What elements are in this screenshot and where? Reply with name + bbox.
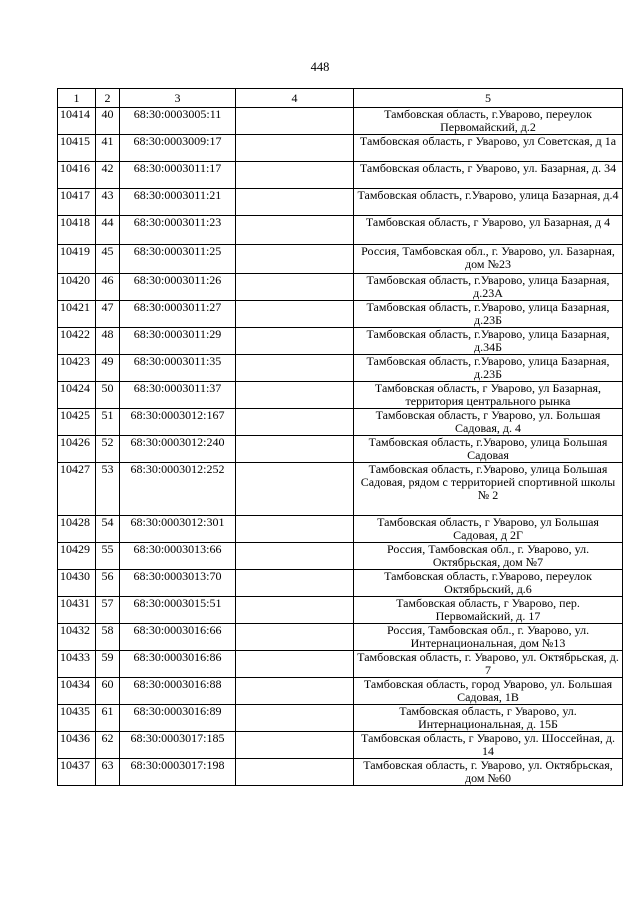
empty-cell — [236, 189, 354, 216]
empty-cell — [236, 624, 354, 651]
empty-cell — [236, 570, 354, 597]
registry-number-cell: 10422 — [58, 328, 96, 355]
item-number-cell: 43 — [96, 189, 120, 216]
table-header-row — [58, 89, 623, 108]
registry-table — [57, 88, 623, 786]
table-row — [58, 135, 623, 162]
item-number-cell: 62 — [96, 732, 120, 759]
cadastral-number-cell: 68:30:0003009:17 — [120, 135, 236, 162]
address-cell: Тамбовская область, г.Уварово, улица Базарная, д.4 — [354, 189, 623, 216]
registry-number-cell: 10424 — [58, 382, 96, 409]
item-number-cell: 58 — [96, 624, 120, 651]
item-number-cell: 57 — [96, 597, 120, 624]
empty-cell — [236, 162, 354, 189]
address-cell: Тамбовская область, г Уварово, ул Большая Садовая, д 2Г — [354, 516, 623, 543]
table-row — [58, 732, 623, 759]
registry-number-cell: 10419 — [58, 245, 96, 274]
address-cell: Тамбовская область, г.Уварово, улица Базарная, д.23А — [354, 274, 623, 301]
address-cell: Тамбовская область, г.Уварово, улица Большая Садовая, рядом с территорией спортивной школы № 2 — [354, 463, 623, 516]
registry-number-cell: 10425 — [58, 409, 96, 436]
empty-cell — [236, 245, 354, 274]
item-number-cell: 46 — [96, 274, 120, 301]
cadastral-number-cell: 68:30:0003017:198 — [120, 759, 236, 786]
address-cell: Тамбовская область, г. Уварово, ул. Октябрьская, дом №60 — [354, 759, 623, 786]
item-number-cell: 52 — [96, 436, 120, 463]
address-cell: Тамбовская область, г.Уварово, улица Большая Садовая — [354, 436, 623, 463]
item-number-cell: 56 — [96, 570, 120, 597]
registry-number-cell: 10433 — [58, 651, 96, 678]
cadastral-number-cell: 68:30:0003011:27 — [120, 301, 236, 328]
empty-cell — [236, 705, 354, 732]
cadastral-number-cell: 68:30:0003012:240 — [120, 436, 236, 463]
item-number-cell: 61 — [96, 705, 120, 732]
table-row — [58, 597, 623, 624]
empty-cell — [236, 216, 354, 245]
empty-cell — [236, 463, 354, 516]
table-row — [58, 705, 623, 732]
empty-cell — [236, 135, 354, 162]
address-cell: Тамбовская область, г Уварово, ул. Большая Садовая, д. 4 — [354, 409, 623, 436]
address-cell: Тамбовская область, г Уварово, ул Советская, д 1а — [354, 135, 623, 162]
address-cell: Тамбовская область, г Уварово, ул Базарная, территория центрального рынка — [354, 382, 623, 409]
empty-cell — [236, 651, 354, 678]
table-row — [58, 570, 623, 597]
item-number-cell: 53 — [96, 463, 120, 516]
table-row — [58, 678, 623, 705]
cadastral-number-cell: 68:30:0003011:17 — [120, 162, 236, 189]
empty-cell — [236, 274, 354, 301]
cadastral-number-cell: 68:30:0003016:88 — [120, 678, 236, 705]
item-number-cell: 54 — [96, 516, 120, 543]
address-cell: Тамбовская область, г Уварово, ул. Базарная, д. 34 — [354, 162, 623, 189]
cadastral-number-cell: 68:30:0003012:301 — [120, 516, 236, 543]
address-cell: Тамбовская область, г.Уварово, улица Базарная, д.23Б — [354, 301, 623, 328]
cadastral-number-cell: 68:30:0003011:29 — [120, 328, 236, 355]
registry-number-cell: 10432 — [58, 624, 96, 651]
empty-cell — [236, 732, 354, 759]
registry-number-cell: 10431 — [58, 597, 96, 624]
column-header: 3 — [120, 89, 236, 108]
registry-number-cell: 10420 — [58, 274, 96, 301]
cadastral-number-cell: 68:30:0003011:23 — [120, 216, 236, 245]
cadastral-number-cell: 68:30:0003012:252 — [120, 463, 236, 516]
registry-number-cell: 10415 — [58, 135, 96, 162]
table-row — [58, 301, 623, 328]
empty-cell — [236, 382, 354, 409]
cadastral-number-cell: 68:30:0003011:21 — [120, 189, 236, 216]
address-cell: Россия, Тамбовская обл., г. Уварово, ул. Интернациональная, дом №13 — [354, 624, 623, 651]
registry-number-cell: 10430 — [58, 570, 96, 597]
table-row — [58, 436, 623, 463]
empty-cell — [236, 543, 354, 570]
registry-number-cell: 10437 — [58, 759, 96, 786]
item-number-cell: 47 — [96, 301, 120, 328]
empty-cell — [236, 597, 354, 624]
table-row — [58, 543, 623, 570]
table-row — [58, 516, 623, 543]
table-row — [58, 382, 623, 409]
empty-cell — [236, 759, 354, 786]
empty-cell — [236, 516, 354, 543]
registry-number-cell: 10429 — [58, 543, 96, 570]
registry-number-cell: 10421 — [58, 301, 96, 328]
item-number-cell: 45 — [96, 245, 120, 274]
item-number-cell: 55 — [96, 543, 120, 570]
cadastral-number-cell: 68:30:0003013:66 — [120, 543, 236, 570]
item-number-cell: 44 — [96, 216, 120, 245]
empty-cell — [236, 328, 354, 355]
address-cell: Тамбовская область, г. Уварово, ул. Октябрьская, д. 7 — [354, 651, 623, 678]
cadastral-number-cell: 68:30:0003016:89 — [120, 705, 236, 732]
table-row — [58, 108, 623, 135]
cadastral-number-cell: 68:30:0003005:11 — [120, 108, 236, 135]
address-cell: Тамбовская область, г Уварово, ул Базарная, д 4 — [354, 216, 623, 245]
empty-cell — [236, 409, 354, 436]
item-number-cell: 63 — [96, 759, 120, 786]
address-cell: Тамбовская область, г Уварово, ул. Интернациональная, д. 15Б — [354, 705, 623, 732]
empty-cell — [236, 355, 354, 382]
cadastral-number-cell: 68:30:0003017:185 — [120, 732, 236, 759]
cadastral-number-cell: 68:30:0003012:167 — [120, 409, 236, 436]
item-number-cell: 42 — [96, 162, 120, 189]
registry-number-cell: 10417 — [58, 189, 96, 216]
table-row — [58, 409, 623, 436]
item-number-cell: 50 — [96, 382, 120, 409]
registry-number-cell: 10435 — [58, 705, 96, 732]
address-cell: Тамбовская область, г Уварово, ул. Шоссейная, д. 14 — [354, 732, 623, 759]
table-row — [58, 463, 623, 516]
address-cell: Тамбовская область, город Уварово, ул. Большая Садовая, 1В — [354, 678, 623, 705]
cadastral-number-cell: 68:30:0003011:37 — [120, 382, 236, 409]
table-row — [58, 274, 623, 301]
empty-cell — [236, 678, 354, 705]
table-row — [58, 189, 623, 216]
cadastral-number-cell: 68:30:0003013:70 — [120, 570, 236, 597]
page-number: 448 — [310, 60, 330, 74]
column-header: 5 — [354, 89, 623, 108]
address-cell: Тамбовская область, г.Уварово, переулок Октябрьский, д.6 — [354, 570, 623, 597]
item-number-cell: 59 — [96, 651, 120, 678]
registry-number-cell: 10436 — [58, 732, 96, 759]
cadastral-number-cell: 68:30:0003011:25 — [120, 245, 236, 274]
registry-number-cell: 10416 — [58, 162, 96, 189]
table-row — [58, 328, 623, 355]
address-cell: Тамбовская область, г.Уварово, улица Базарная, д.34Б — [354, 328, 623, 355]
item-number-cell: 40 — [96, 108, 120, 135]
cadastral-number-cell: 68:30:0003015:51 — [120, 597, 236, 624]
address-cell: Тамбовская область, г.Уварово, улица Базарная, д.23Б — [354, 355, 623, 382]
table-row — [58, 624, 623, 651]
table-row — [58, 759, 623, 786]
address-cell: Тамбовская область, г Уварово, пер. Первомайский, д. 17 — [354, 597, 623, 624]
empty-cell — [236, 301, 354, 328]
address-cell: Тамбовская область, г.Уварово, переулок Первомайский, д.2 — [354, 108, 623, 135]
column-header: 2 — [96, 89, 120, 108]
column-header: 1 — [58, 89, 96, 108]
registry-number-cell: 10426 — [58, 436, 96, 463]
registry-number-cell: 10428 — [58, 516, 96, 543]
cadastral-number-cell: 68:30:0003016:66 — [120, 624, 236, 651]
item-number-cell: 41 — [96, 135, 120, 162]
column-header: 4 — [236, 89, 354, 108]
empty-cell — [236, 436, 354, 463]
cadastral-number-cell: 68:30:0003016:86 — [120, 651, 236, 678]
registry-number-cell: 10423 — [58, 355, 96, 382]
table-row — [58, 651, 623, 678]
table-row — [58, 245, 623, 274]
cadastral-number-cell: 68:30:0003011:35 — [120, 355, 236, 382]
item-number-cell: 51 — [96, 409, 120, 436]
registry-number-cell: 10418 — [58, 216, 96, 245]
registry-number-cell: 10414 — [58, 108, 96, 135]
item-number-cell: 49 — [96, 355, 120, 382]
cadastral-number-cell: 68:30:0003011:26 — [120, 274, 236, 301]
item-number-cell: 48 — [96, 328, 120, 355]
registry-number-cell: 10427 — [58, 463, 96, 516]
item-number-cell: 60 — [96, 678, 120, 705]
empty-cell — [236, 108, 354, 135]
table-row — [58, 216, 623, 245]
table-row — [58, 355, 623, 382]
address-cell: Россия, Тамбовская обл., г. Уварово, ул. Базарная, дом №23 — [354, 245, 623, 274]
address-cell: Россия, Тамбовская обл., г. Уварово, ул. Октябрьская, дом №7 — [354, 543, 623, 570]
table-row — [58, 162, 623, 189]
registry-number-cell: 10434 — [58, 678, 96, 705]
